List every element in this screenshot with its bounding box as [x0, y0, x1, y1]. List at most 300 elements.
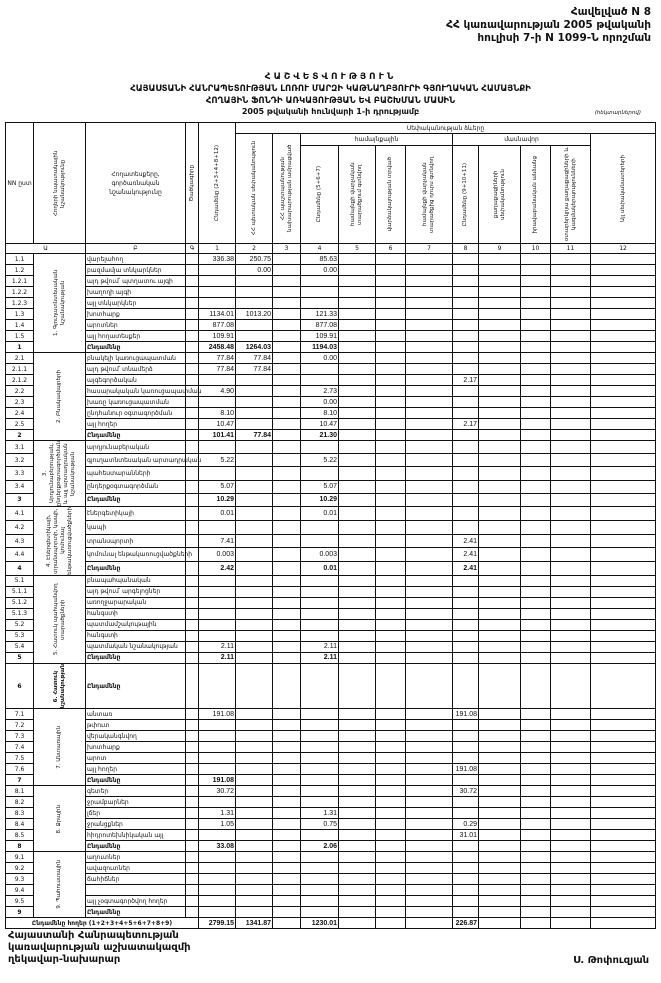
land-type-name: հանգստի: [86, 608, 186, 619]
value-cell: [273, 320, 301, 331]
value-cell: 191.08: [199, 775, 236, 786]
row-number: 3.4: [6, 480, 34, 493]
value-cell: [199, 663, 236, 708]
value-cell: [453, 353, 479, 364]
value-cell: [551, 562, 591, 576]
value-cell: [273, 775, 301, 786]
value-cell: 77.84: [199, 353, 236, 364]
value-cell: [376, 841, 406, 852]
table-row: [6, 364, 656, 375]
value-cell: [339, 720, 376, 731]
value-cell: [301, 597, 339, 608]
value-cell: [301, 874, 339, 885]
column-number: 6: [376, 244, 406, 254]
document-title: ՀԱՇՎԵՏՎՈՒԹՅՈՒՆ: [264, 72, 397, 82]
value-cell: [521, 586, 551, 597]
value-cell: [199, 863, 236, 874]
value-cell: [339, 276, 376, 287]
value-cell: [591, 619, 656, 630]
value-cell: [551, 608, 591, 619]
value-cell: [301, 630, 339, 641]
value-cell: [236, 534, 273, 548]
value-cell: [453, 797, 479, 808]
land-category: [34, 663, 86, 708]
value-cell: [406, 852, 453, 863]
value-cell: [551, 830, 591, 841]
value-cell: [376, 375, 406, 386]
value-cell: [479, 575, 521, 586]
value-cell: [273, 863, 301, 874]
value-cell: [551, 742, 591, 753]
value-cell: [479, 408, 521, 419]
header-landtype: [86, 123, 186, 244]
total-value-cell: 2799.15: [199, 918, 236, 929]
value-cell: [376, 265, 406, 276]
value-cell: [199, 597, 236, 608]
value-cell: [551, 287, 591, 298]
value-cell: [273, 419, 301, 430]
row-number: 2.1.2: [6, 375, 34, 386]
value-cell: [339, 386, 376, 397]
value-cell: [591, 575, 656, 586]
value-cell: [406, 597, 453, 608]
row-number: 1.2.3: [6, 298, 34, 309]
value-cell: [339, 254, 376, 265]
value-cell: [199, 753, 236, 764]
annex-line: Հավելված N 8: [570, 6, 651, 18]
value-cell: [591, 786, 656, 797]
header-label: համայնքի վարչական տարածքում գտնվող: [350, 162, 363, 227]
land-category: [34, 786, 86, 852]
value-cell: [376, 608, 406, 619]
value-cell: [273, 731, 301, 742]
value-cell: [236, 276, 273, 287]
value-cell: [551, 480, 591, 493]
value-cell: [236, 619, 273, 630]
value-cell: [521, 764, 551, 775]
header-label: Ընդամենը (2+3+4+8+12): [213, 145, 220, 221]
value-cell: 0.003: [199, 548, 236, 562]
value-cell: [376, 874, 406, 885]
value-cell: [301, 586, 339, 597]
value-cell: [591, 652, 656, 663]
code-cell: [186, 562, 199, 576]
value-cell: 77.84: [236, 430, 273, 441]
table-row: [6, 663, 656, 708]
value-cell: 109.91: [199, 331, 236, 342]
value-cell: [479, 467, 521, 480]
value-cell: [339, 534, 376, 548]
row-number: 7.2: [6, 720, 34, 731]
value-cell: [406, 520, 453, 534]
value-cell: [339, 562, 376, 576]
value-cell: [479, 386, 521, 397]
row-number: 5.2: [6, 619, 34, 630]
value-cell: [376, 298, 406, 309]
code-cell: [186, 480, 199, 493]
value-cell: [591, 342, 656, 353]
code-cell: [186, 797, 199, 808]
code-cell: [186, 408, 199, 419]
value-cell: [479, 775, 521, 786]
value-cell: [199, 720, 236, 731]
value-cell: 0.01: [301, 507, 339, 521]
value-cell: [591, 830, 656, 841]
header-ownership: [236, 123, 656, 134]
value-cell: 2.73: [301, 386, 339, 397]
value-cell: [453, 896, 479, 907]
land-type-name: կոմունալ ենթակառուցվածքների: [86, 548, 186, 562]
land-type-name: պահեստարանների: [86, 467, 186, 480]
value-cell: [453, 731, 479, 742]
value-cell: [273, 276, 301, 287]
value-cell: 1.31: [199, 808, 236, 819]
value-cell: 2.11: [301, 652, 339, 663]
row-number: 2: [6, 430, 34, 441]
value-cell: [479, 441, 521, 454]
value-cell: [479, 619, 521, 630]
value-cell: [236, 852, 273, 863]
code-cell: [186, 742, 199, 753]
total-value-cell: [273, 918, 301, 929]
value-cell: [591, 408, 656, 419]
row-number: 1.4: [6, 320, 34, 331]
land-type-name: Ընդամենը: [86, 562, 186, 576]
row-number: 3.3: [6, 467, 34, 480]
value-cell: [236, 896, 273, 907]
value-cell: 1134.01: [199, 309, 236, 320]
value-cell: [551, 265, 591, 276]
value-cell: [376, 786, 406, 797]
value-cell: [406, 885, 453, 896]
value-cell: [376, 742, 406, 753]
value-cell: [551, 863, 591, 874]
value-cell: [406, 709, 453, 720]
row-number: 9.1: [6, 852, 34, 863]
value-cell: [376, 863, 406, 874]
row-number: 3: [6, 493, 34, 506]
land-category: [34, 441, 86, 507]
row-number: 2.4: [6, 408, 34, 419]
value-cell: [301, 885, 339, 896]
row-number: 7.4: [6, 742, 34, 753]
table-row: [6, 265, 656, 276]
land-type-name: վարելահող: [86, 254, 186, 265]
annex-line: ՀՀ կառավարության 2005 թվականի: [446, 19, 651, 31]
value-cell: [479, 830, 521, 841]
value-cell: [521, 375, 551, 386]
value-cell: [551, 731, 591, 742]
document-subtitle: ՀԱՅԱՍՏԱՆԻ ՀԱՆՐԱՊԵՏՈՒԹՅԱՆ ԼՈՌՈՒ ՄԱՐԶԻ ԿԱԹՆԱՂԲՅՈՒՐԻ ԳՅՈՒՂԱԿԱՆ ՀԱՄԱՅՆՔԻ: [130, 84, 531, 94]
value-cell: [273, 874, 301, 885]
value-cell: 2.41: [453, 548, 479, 562]
value-cell: [479, 630, 521, 641]
value-cell: [521, 775, 551, 786]
value-cell: 1.05: [199, 819, 236, 830]
value-cell: [591, 287, 656, 298]
value-cell: [199, 375, 236, 386]
value-cell: 85.63: [301, 254, 339, 265]
value-cell: [339, 630, 376, 641]
value-cell: [273, 709, 301, 720]
value-cell: [339, 408, 376, 419]
value-cell: [406, 641, 453, 652]
value-cell: [551, 276, 591, 287]
total-value-cell: [479, 918, 521, 929]
value-cell: [551, 652, 591, 663]
table-row: [6, 331, 656, 342]
value-cell: 5.22: [301, 454, 339, 467]
row-number: 5.1.3: [6, 608, 34, 619]
table-row: [6, 408, 656, 419]
header-label: Հողատեսքերը, գործառնական նշանակությունը: [109, 170, 162, 196]
land-type-name: բազմամյա տնկարկներ: [86, 265, 186, 276]
header-col-12: [591, 134, 656, 244]
value-cell: [406, 830, 453, 841]
value-cell: [591, 320, 656, 331]
value-cell: [301, 830, 339, 841]
row-number: 2.1: [6, 353, 34, 364]
code-cell: [186, 298, 199, 309]
value-cell: [551, 386, 591, 397]
value-cell: [406, 408, 453, 419]
land-type-name: վերականգնվող: [86, 731, 186, 742]
value-cell: [521, 720, 551, 731]
land-type-name: ընդերքօգտագործման: [86, 480, 186, 493]
value-cell: [591, 808, 656, 819]
value-cell: [273, 331, 301, 342]
header-col-4: [301, 146, 339, 244]
table-row: [6, 830, 656, 841]
land-fund-table: [5, 122, 656, 929]
row-number: 8.2: [6, 797, 34, 808]
value-cell: [453, 331, 479, 342]
land-type-name: Ընդամենը: [86, 430, 186, 441]
row-number: 8: [6, 841, 34, 852]
value-cell: [376, 454, 406, 467]
code-cell: [186, 852, 199, 863]
value-cell: [339, 775, 376, 786]
value-cell: [236, 863, 273, 874]
value-cell: [236, 797, 273, 808]
value-cell: [406, 896, 453, 907]
value-cell: [301, 467, 339, 480]
value-cell: [273, 720, 301, 731]
value-cell: 1264.03: [236, 342, 273, 353]
value-cell: [376, 896, 406, 907]
value-cell: [199, 907, 236, 918]
value-cell: [521, 709, 551, 720]
total-value-cell: 1230.01: [301, 918, 339, 929]
value-cell: [339, 309, 376, 320]
value-cell: [479, 548, 521, 562]
value-cell: [521, 276, 551, 287]
value-cell: [236, 480, 273, 493]
table-row: [6, 276, 656, 287]
value-cell: [479, 562, 521, 576]
value-cell: [591, 907, 656, 918]
header-col-7: [406, 146, 453, 244]
value-cell: [521, 663, 551, 708]
value-cell: [406, 480, 453, 493]
value-cell: [236, 874, 273, 885]
value-cell: [376, 619, 406, 630]
value-cell: [376, 830, 406, 841]
value-cell: [406, 493, 453, 506]
value-cell: [406, 254, 453, 265]
code-cell: [186, 874, 199, 885]
value-cell: [273, 652, 301, 663]
total-value-cell: [521, 918, 551, 929]
value-cell: [551, 534, 591, 548]
table-row: [6, 742, 656, 753]
value-cell: [301, 852, 339, 863]
code-cell: [186, 819, 199, 830]
value-cell: [273, 608, 301, 619]
land-type-name: ճահիճներ: [86, 874, 186, 885]
value-cell: [591, 641, 656, 652]
value-cell: [453, 852, 479, 863]
row-number: 8.4: [6, 819, 34, 830]
land-category-label: 1. Գյուղատնտեսական նշանակության: [52, 269, 66, 337]
table-row: [6, 775, 656, 786]
value-cell: [273, 548, 301, 562]
value-cell: 0.00: [236, 265, 273, 276]
value-cell: [236, 742, 273, 753]
value-cell: [591, 493, 656, 506]
value-cell: [376, 441, 406, 454]
value-cell: [273, 430, 301, 441]
code-cell: [186, 320, 199, 331]
value-cell: [376, 480, 406, 493]
value-cell: [479, 819, 521, 830]
value-cell: 2.17: [453, 375, 479, 386]
value-cell: [591, 534, 656, 548]
value-cell: 0.003: [301, 548, 339, 562]
value-cell: [406, 467, 453, 480]
value-cell: 77.84: [236, 353, 273, 364]
value-cell: [591, 841, 656, 852]
value-cell: 101.41: [199, 430, 236, 441]
table-row: [6, 287, 656, 298]
value-cell: 4.90: [199, 386, 236, 397]
value-cell: [199, 520, 236, 534]
row-number: 1: [6, 342, 34, 353]
value-cell: [453, 753, 479, 764]
value-cell: 5.07: [301, 480, 339, 493]
value-cell: [551, 441, 591, 454]
value-cell: [339, 430, 376, 441]
value-cell: [406, 608, 453, 619]
value-cell: [479, 885, 521, 896]
value-cell: 8.10: [301, 408, 339, 419]
header-label: NN ըստ: [7, 179, 32, 187]
table-row: [6, 885, 656, 896]
value-cell: [521, 493, 551, 506]
value-cell: [236, 375, 273, 386]
header-col-5: [339, 146, 376, 244]
value-cell: [591, 630, 656, 641]
value-cell: [453, 364, 479, 375]
value-cell: [521, 630, 551, 641]
value-cell: [591, 874, 656, 885]
value-cell: [376, 709, 406, 720]
value-cell: [551, 375, 591, 386]
value-cell: [236, 709, 273, 720]
row-number: 1.5: [6, 331, 34, 342]
row-number: 5.1.1: [6, 586, 34, 597]
code-cell: [186, 863, 199, 874]
table-row: [6, 534, 656, 548]
land-type-name: այդ թվում՝ տնամերձ: [86, 364, 186, 375]
value-cell: [199, 852, 236, 863]
value-cell: [301, 575, 339, 586]
row-number: 4.1: [6, 507, 34, 521]
value-cell: 1194.03: [301, 342, 339, 353]
land-type-name: այլ հողատեսքեր: [86, 331, 186, 342]
value-cell: [406, 786, 453, 797]
value-cell: [199, 619, 236, 630]
value-cell: [376, 309, 406, 320]
value-cell: [339, 641, 376, 652]
value-cell: [479, 720, 521, 731]
land-type-name: ջրամբարներ: [86, 797, 186, 808]
value-cell: [273, 507, 301, 521]
value-cell: [591, 419, 656, 430]
land-type-name: այդ թվում՝ արգելոցներ: [86, 586, 186, 597]
column-number: Բ: [86, 244, 186, 254]
value-cell: [406, 731, 453, 742]
value-cell: [551, 808, 591, 819]
value-cell: [273, 830, 301, 841]
value-cell: [376, 663, 406, 708]
row-number: 8.3: [6, 808, 34, 819]
value-cell: [236, 548, 273, 562]
header-col-11: [551, 146, 591, 244]
value-cell: [339, 907, 376, 918]
value-cell: [479, 753, 521, 764]
value-cell: [453, 619, 479, 630]
value-cell: [551, 419, 591, 430]
value-cell: [273, 441, 301, 454]
total-label: Ընդամենը հողեր (1+2+3+4+5+6+7+8+9): [6, 918, 199, 929]
value-cell: 21.30: [301, 430, 339, 441]
value-cell: [479, 287, 521, 298]
value-cell: [406, 764, 453, 775]
value-cell: [406, 548, 453, 562]
value-cell: [453, 408, 479, 419]
land-type-name: արդյունաբերական: [86, 441, 186, 454]
land-type-name: էներգետիկայի: [86, 507, 186, 521]
value-cell: [273, 342, 301, 353]
value-cell: [406, 386, 453, 397]
header-col-1: [199, 123, 236, 244]
table-row: [6, 841, 656, 852]
value-cell: [479, 480, 521, 493]
value-cell: [199, 764, 236, 775]
value-cell: [591, 597, 656, 608]
header-label: Ընդամենը (5+6+7): [316, 166, 322, 223]
value-cell: [479, 597, 521, 608]
row-number: 9.4: [6, 885, 34, 896]
row-number: 7.5: [6, 753, 34, 764]
table-row: [6, 630, 656, 641]
value-cell: [406, 663, 453, 708]
land-type-name: աղուտներ: [86, 852, 186, 863]
table-row: [6, 652, 656, 663]
value-cell: [406, 419, 453, 430]
value-cell: [273, 742, 301, 753]
